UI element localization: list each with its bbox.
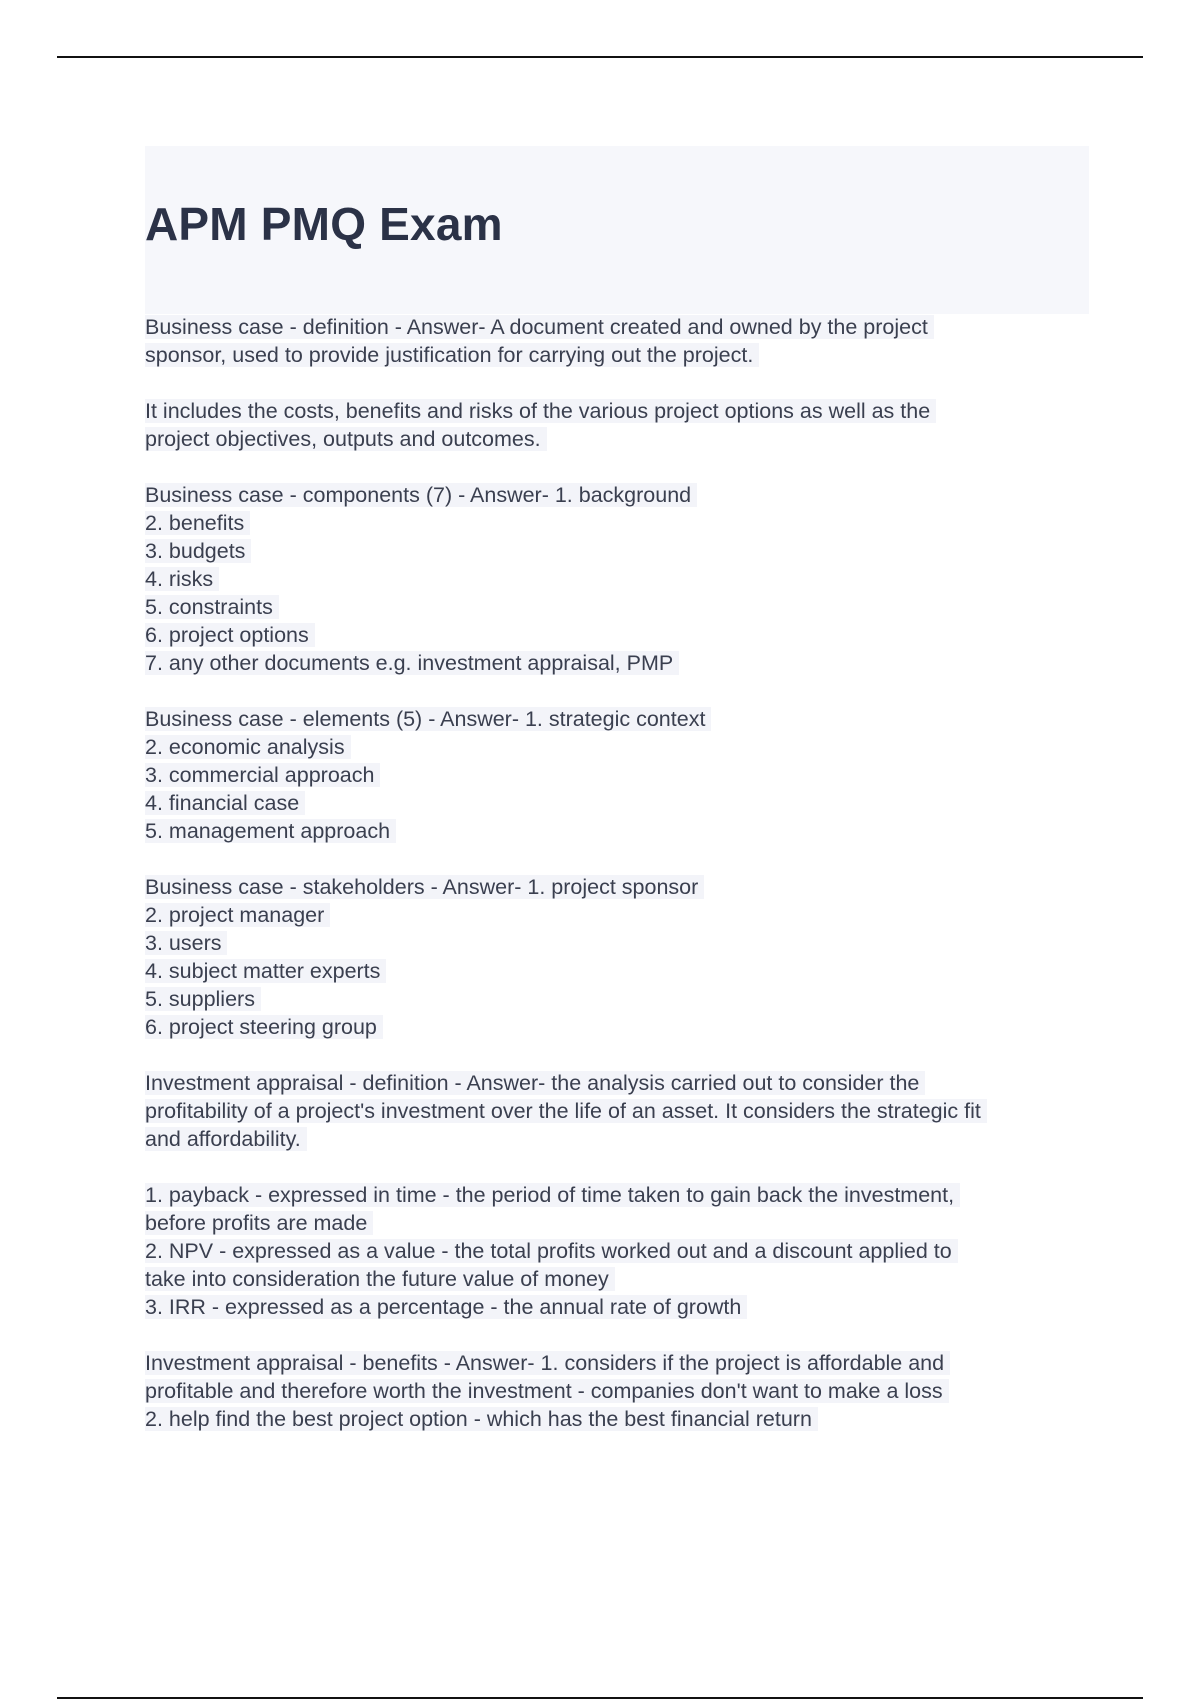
- list-item: 1. payback - expressed in time - the period of time taken to gain back the investment,: [145, 1181, 1095, 1209]
- qa-block-business-case-components: [145, 481, 1095, 677]
- text-line: before profits are made: [145, 1209, 1095, 1237]
- document-title: APM PMQ Exam: [145, 198, 503, 250]
- qa-block-business-case-includes: [145, 397, 1095, 453]
- text-line: profitability of a project's investment over the life of an asset. It considers the strategic fit: [145, 1097, 1095, 1125]
- list-item: 7. any other documents e.g. investment appraisal, PMP: [145, 649, 1095, 677]
- list-item: 4. financial case: [145, 789, 1095, 817]
- text-line: Business case - elements (5) - Answer- 1. strategic context: [145, 705, 1095, 733]
- bottom-divider: [57, 1697, 1143, 1699]
- text-line: Investment appraisal - benefits - Answer- 1. considers if the project is affordable and: [145, 1349, 1095, 1377]
- list-item: 3. users: [145, 929, 1095, 957]
- list-item: 5. constraints: [145, 593, 1095, 621]
- qa-block-investment-appraisal-methods: [145, 1181, 1095, 1321]
- text-line: Business case - components (7) - Answer- 1. background: [145, 481, 1095, 509]
- qa-block-investment-appraisal-benefits: [145, 1349, 1095, 1433]
- list-item: 3. IRR - expressed as a percentage - the annual rate of growth: [145, 1293, 1095, 1321]
- list-item: 4. risks: [145, 565, 1095, 593]
- text-line: and affordability.: [145, 1125, 1095, 1153]
- text-line: It includes the costs, benefits and risks of the various project options as well as the: [145, 397, 1095, 425]
- list-item: 6. project options: [145, 621, 1095, 649]
- list-item: 6. project steering group: [145, 1013, 1095, 1041]
- list-item: 2. NPV - expressed as a value - the total profits worked out and a discount applied to: [145, 1237, 1095, 1265]
- top-divider: [57, 56, 1143, 58]
- document-body: [145, 313, 1095, 1461]
- qa-block-business-case-definition: [145, 313, 1095, 369]
- text-line: take into consideration the future value of money: [145, 1265, 1095, 1293]
- list-item: 2. economic analysis: [145, 733, 1095, 761]
- list-item: 5. management approach: [145, 817, 1095, 845]
- list-item: 2. help find the best project option - which has the best financial return: [145, 1405, 1095, 1433]
- qa-block-business-case-stakeholders: [145, 873, 1095, 1041]
- text-line: Investment appraisal - definition - Answer- the analysis carried out to consider the: [145, 1069, 1095, 1097]
- qa-block-business-case-elements: [145, 705, 1095, 845]
- list-item: 3. commercial approach: [145, 761, 1095, 789]
- text-line: Business case - definition - Answer- A document created and owned by the project: [145, 313, 1095, 341]
- qa-block-investment-appraisal-definition: [145, 1069, 1095, 1153]
- list-item: 3. budgets: [145, 537, 1095, 565]
- text-line: Business case - stakeholders - Answer- 1. project sponsor: [145, 873, 1095, 901]
- list-item: 2. benefits: [145, 509, 1095, 537]
- list-item: 2. project manager: [145, 901, 1095, 929]
- list-item: 5. suppliers: [145, 985, 1095, 1013]
- text-line: sponsor, used to provide justification for carrying out the project.: [145, 341, 1095, 369]
- text-line: project objectives, outputs and outcomes.: [145, 425, 1095, 453]
- list-item: 4. subject matter experts: [145, 957, 1095, 985]
- text-line: profitable and therefore worth the investment - companies don't want to make a loss: [145, 1377, 1095, 1405]
